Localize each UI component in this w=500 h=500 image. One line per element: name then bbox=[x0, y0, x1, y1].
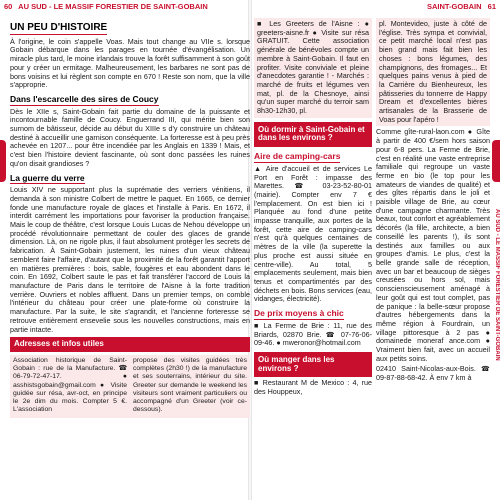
camping-title: Aire de camping-cars bbox=[254, 151, 341, 162]
history-title: UN PEU D'HISTOIRE bbox=[10, 22, 108, 33]
left-page-column bbox=[10, 18, 250, 500]
side-section-label: AU SUD - LE MASSIF FORESTIER DE SAINT-GOBAIN bbox=[494, 209, 500, 361]
restaurant-address: 02410 Saint-Nicolas-aux-Bois. ☎ 09-87-88-68-42. À env 7 km à bbox=[376, 364, 490, 383]
right-page-title: SAINT-GOBAIN bbox=[426, 2, 482, 11]
prix-title: De prix moyens à chic bbox=[254, 308, 344, 319]
history-paragraph-verre: Louis XIV ne supportant plus la suprématie des verriers vénitiens, il demanda à son ministre Colbert de mettre le paquet. En 1665, ce dernier fonde une manufacture royale de glaces et l'installe à Paris. En 1672, il interdit carrément les importations pour favoriser la production française. Mais le coup de théâtre, c'est lorsque Louis Lucas de Nehou développe un procédé révolutionnaire permettant de couler des glaces de grande dimension. Là, on ne rigole plus, il faut absolument protéger les secrets de fabrication. À Saint-Gobain justement, les ruines d'un vieux château semblent faire l'affaire, d'autant que la proximité de la forêt garantit l'apport en matières premières : bois, sable, fougères et eau abondent dans le coin. En 1692, Colbert saute le pas et fait transférer l'accord de Louis la manufacture de Paris dans le territoire de l'Aisne à la forte tradition verrière. Ouvriers et nobles affluent. Dans un premier temps, on comble l'intérieur du château pour créer une plate-forme où construire la manufacture. Par la suite, le site s'agrandit, et l'ancienne forteresse se retrouve entièrement ensevelie sous les nouvelles constructions, mais en partie intacte. bbox=[10, 185, 250, 334]
left-page-title: AU SUD - LE MASSIF FORESTIER DE SAINT-GOBAIN bbox=[18, 2, 208, 11]
ferme-brie-text: ■ La Ferme de Brie : 11, rue des Briards, 02870 Brie. ☎ 07-76-06-09-46. ● mweronor@hotmail.com bbox=[254, 320, 372, 348]
left-page-tab bbox=[0, 140, 6, 182]
left-page-header bbox=[4, 0, 250, 14]
dormir-section-title: Où dormir à Saint-Gobain et dans les environs ? bbox=[254, 122, 372, 147]
left-page-number: 60 bbox=[4, 2, 13, 11]
infos-left-text: Association historique de Saint-Gobain : rue de la Manufacture. ☎ 06-79-72-47-17. ● asshistsgobain@gmail.com ● Visite guidée sur résa, avr-oct, en principe le 2e dim du mois. Compter 5 €. L'association bbox=[13, 356, 127, 414]
heading-guerre-verre: La guerre du verre bbox=[10, 172, 85, 183]
infos-right-text: propose des visites guidées très complètes (2h30 !) de la manufacture et ses souterrains, intérieur du site. Greeter sur demande le weekend les visiteurs sont vraiment particuliers ou accompagné d'un Greeter (voir ce-dessous). bbox=[133, 356, 247, 414]
right-page-number: 61 bbox=[487, 2, 496, 11]
manger-section-title: Où manger dans les environs ? bbox=[254, 352, 372, 377]
infos-box bbox=[10, 355, 250, 418]
restaurant-text: ■ Restaurant M de Mexico : 4, rue des Houppeux, bbox=[254, 378, 372, 397]
right-page-column-1 bbox=[254, 18, 372, 500]
heading-sires-coucy: Dans l'escarcelle des sires de Coucy bbox=[10, 93, 159, 104]
ferme-brie-details: Comme gîte-rural-laon.com ● Gîte à partir de 400 €/sem hors saison pour 6-8 pers. La Ferme de Brie, c'est en réalité une vaste entreprise familiale qui regroupe un vaste ferme en bio (le top pour les amateurs de viandes de qualité) et des gîtes répartis dans le joli et paisible village de Brie, au cœur d'une campagne charmante. Très beaux, tout confort et agréablement décorés (la fille, architecte, a bien conseillé les parents !), ils sont destinés aux familles ou aux groupes d'amis. Le plus, c'est la belle grande salle de réception, avec un bar et beaucoup de sièges creusées ou hors sol, mais conscienscieusement aménagé à leur goût qui est tout complet, pas de panique : la belle-sœur propose d'autres hébergements dans la même région à Fourdrain, un village pittoresque à 2 pas ● domainede moneraf ance.com ● Vraiment bien fait, avec un accueil aux petits soins. bbox=[376, 127, 490, 363]
history-paragraph-coucy: Dès le XIIe s, Saint-Gobain fait partie du domaine de la puissante et incontournable famille de Coucy. Enguerrand III, qui mérite bien son surnom de bâtisseur, décide au début du XIIIe s d'y construire un château destiné à accueillir une garnison conséquente. La forteresse est à peu près achevée en 1207... pour être incendiée par les Anglais en 1339 ! Mais, et c'est bien l'histoire devient fascinante, où sont donc passées les ruines qu'on disait grandioses ? bbox=[10, 106, 250, 168]
history-paragraph-origin: À l'origine, le coin s'appelle Voas. Mais tout change au VIIe s. lorsque Gobain débarque dans les parages en tournée d'évangélisation. Un miracle plus tard, le moine irlandais trouve la forêt suffisamment à son goût pour y créer un ermitage. Malheureusement, les barbares ne sont pas de bons voisins et lui règlent son compte en 670 ! Reste son nom, que la ville s'approprie. bbox=[10, 36, 250, 90]
infos-box-title: Adresses et infos utiles bbox=[10, 337, 250, 352]
greeters-text: ■ Les Greeters de l'Aisne : ● greeters-aisne.fr ● Visite sur résa GRATUIT. Cette association générale de bénévoles compte un membre à Saint-Gobain. Il faut en profiter. Visite conviviale et pleine d'anecdotes garantie ! - Marchés : marché de fruits et légumes ven mat, pl. de la Chesnoye, ainsi qu'un super marché du terroir sam 8h30-12h30, pl. bbox=[254, 18, 372, 118]
right-page-column-2 bbox=[376, 18, 490, 500]
market-text: pl. Montevideo, juste à côté de l'église. Très sympa et convivial, ce petit marché local n'est pas bien grand mais fait bien les choses : bons légumes, des champignons, des fromages... Et quelques pains venus à pied de la Carrière du Bienheureux, les pâtisseries du tonnerre de Happy Dream et d'excellentes bières artisanales de la Brasserie de Voas pour l'apéro ! bbox=[376, 18, 490, 126]
right-page-tab bbox=[492, 140, 500, 182]
camping-text: ▲ Aire d'accueil et de services Le Port en Forêt : impasse des Marettes. ☎ 03-23-52-80-01 (mairie). Compter env 7 € l'emplacement. On est bien ici ! Planquée au fond d'une petite impasse tranquille, aux portes de la forêt, cette aire de camping-cars n'est qu'à quelques centaines de mètres de la ville (la superette la plus proche est aussi située en centre-ville). Au total, 5 emplacements seulement, mais bien tenus et compartimentés par des déchets en bois. Bons services (eau, vidanges, électricité). bbox=[254, 163, 372, 304]
right-page-header bbox=[260, 0, 496, 14]
